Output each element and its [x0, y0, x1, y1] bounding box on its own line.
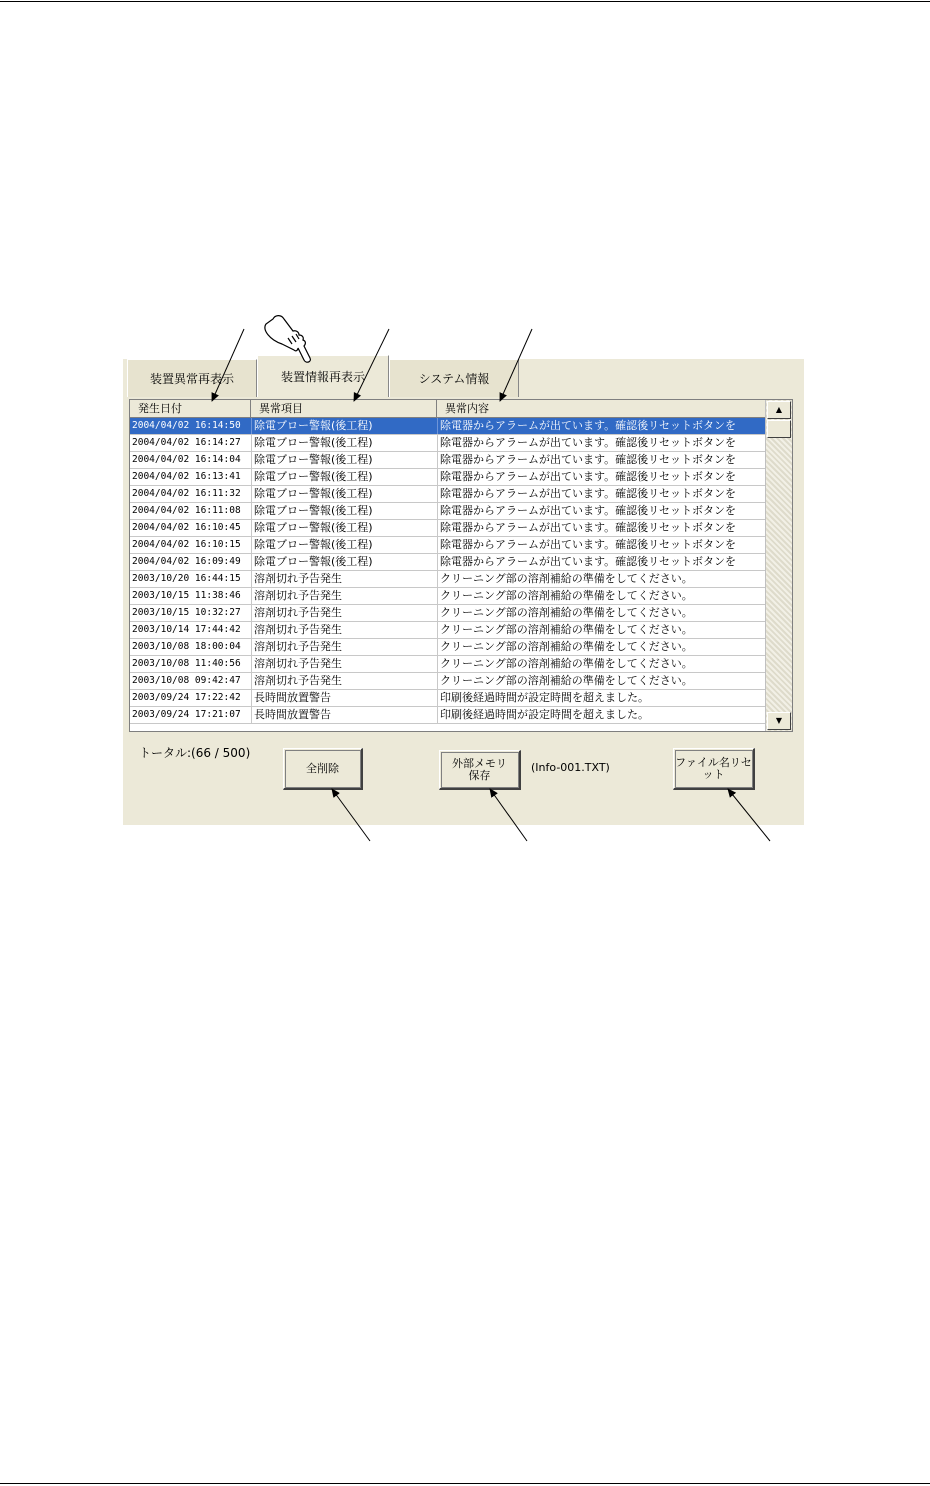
- callout-arrow-delete-all: [332, 789, 370, 841]
- row-content: 除電器からアラームが出ています。確認後リセットボタンを: [437, 469, 766, 485]
- row-content: 除電器からアラームが出ています。確認後リセットボタンを: [437, 418, 766, 434]
- row-content: 除電器からアラームが出ています。確認後リセットボタンを: [437, 435, 766, 451]
- row-date: 2004/04/02 16:14:50: [132, 420, 241, 431]
- row-content: クリーニング部の溶剤補給の準備をしてください。: [437, 571, 766, 587]
- button-label: ファイル名リセット: [675, 755, 752, 781]
- row-item: 除電ブロー警報(後工程): [251, 469, 437, 485]
- row-content: 除電器からアラームが出ています。確認後リセットボタンを: [437, 486, 766, 502]
- row-date: 2003/10/08 18:00:04: [132, 641, 241, 652]
- column-header-date[interactable]: 発生日付: [130, 400, 251, 417]
- callout-arrow-content: [500, 329, 532, 401]
- row-item: 除電ブロー警報(後工程): [251, 520, 437, 536]
- row-content: クリーニング部の溶剤補給の準備をしてください。: [437, 622, 766, 638]
- row-item: 除電ブロー警報(後工程): [251, 418, 437, 434]
- page-bottom-rule: [0, 1483, 930, 1484]
- row-date: 2004/04/02 16:10:15: [132, 539, 241, 550]
- row-date: 2003/10/14 17:44:42: [132, 624, 241, 635]
- row-date: 2004/04/02 16:14:27: [132, 437, 241, 448]
- row-item: 長時間放置警告: [251, 690, 437, 706]
- row-item: 除電ブロー警報(後工程): [251, 503, 437, 519]
- row-date: 2003/10/08 11:40:56: [132, 658, 241, 669]
- row-item: 除電ブロー警報(後工程): [251, 452, 437, 468]
- row-content: 除電器からアラームが出ています。確認後リセットボタンを: [437, 503, 766, 519]
- row-date: 2003/10/08 09:42:47: [132, 675, 241, 686]
- button-label-line2: 保存: [468, 768, 491, 782]
- row-content: 除電器からアラームが出ています。確認後リセットボタンを: [437, 520, 766, 536]
- row-item: 溶剤切れ予告発生: [251, 605, 437, 621]
- button-label: 全削除: [306, 761, 339, 775]
- row-item: 溶剤切れ予告発生: [251, 571, 437, 587]
- row-content: クリーニング部の溶剤補給の準備をしてください。: [437, 673, 766, 689]
- arrow-down-icon[interactable]: ▼: [767, 712, 791, 730]
- pointing-hand-icon: [265, 316, 310, 363]
- row-date: 2004/04/02 16:11:32: [132, 488, 241, 499]
- row-item: 除電ブロー警報(後工程): [251, 486, 437, 502]
- row-date: 2003/09/24 17:22:42: [132, 692, 241, 703]
- total-count: トータル:(66 / 500): [139, 746, 251, 760]
- callout-arrow-file-reset: [728, 789, 770, 841]
- row-content: クリーニング部の溶剤補給の準備をしてください。: [437, 656, 766, 672]
- row-content: クリーニング部の溶剤補給の準備をしてください。: [437, 639, 766, 655]
- row-item: 溶剤切れ予告発生: [251, 639, 437, 655]
- row-content: 除電器からアラームが出ています。確認後リセットボタンを: [437, 554, 766, 570]
- tab-label: 装置情報再表示: [280, 370, 365, 384]
- callout-arrow-date: [212, 329, 244, 401]
- row-content: 印刷後経過時間が設定時間を超えました。: [437, 707, 766, 723]
- row-item: 除電ブロー警報(後工程): [251, 435, 437, 451]
- row-date: 2003/09/24 17:21:07: [132, 709, 241, 720]
- row-item: 溶剤切れ予告発生: [251, 673, 437, 689]
- row-item: 溶剤切れ予告発生: [251, 622, 437, 638]
- tab-label: 装置異常再表示: [149, 372, 234, 386]
- tab-label: システム情報: [418, 372, 490, 386]
- callout-arrow-external-save: [490, 789, 527, 841]
- row-date: 2004/04/02 16:14:04: [132, 454, 241, 465]
- row-date: 2004/04/02 16:13:41: [132, 471, 241, 482]
- row-content: クリーニング部の溶剤補給の準備をしてください。: [437, 588, 766, 604]
- row-content: 印刷後経過時間が設定時間を超えました。: [437, 690, 766, 706]
- row-item: 溶剤切れ予告発生: [251, 588, 437, 604]
- row-date: 2004/04/02 16:10:45: [132, 522, 241, 533]
- column-header-item[interactable]: 異常項目: [251, 400, 437, 417]
- row-date: 2003/10/15 10:32:27: [132, 607, 241, 618]
- row-item: 溶剤切れ予告発生: [251, 656, 437, 672]
- button-label-line1: 外部メモリ: [452, 756, 507, 770]
- row-item: 長時間放置警告: [251, 707, 437, 723]
- row-content: クリーニング部の溶剤補給の準備をしてください。: [437, 605, 766, 621]
- output-filename: (Info-001.TXT): [531, 761, 610, 774]
- callout-arrow-item: [354, 329, 389, 401]
- row-content: 除電器からアラームが出ています。確認後リセットボタンを: [437, 537, 766, 553]
- row-content: 除電器からアラームが出ています。確認後リセットボタンを: [437, 452, 766, 468]
- row-date: 2004/04/02 16:11:08: [132, 505, 241, 516]
- row-date: 2003/10/20 16:44:15: [132, 573, 241, 584]
- row-item: 除電ブロー警報(後工程): [251, 554, 437, 570]
- column-header-content[interactable]: 異常内容: [445, 402, 489, 415]
- row-date: 2004/04/02 16:09:49: [132, 556, 241, 567]
- arrow-up-icon[interactable]: ▲: [767, 401, 791, 419]
- row-date: 2003/10/15 11:38:46: [132, 590, 241, 601]
- row-item: 除電ブロー警報(後工程): [251, 537, 437, 553]
